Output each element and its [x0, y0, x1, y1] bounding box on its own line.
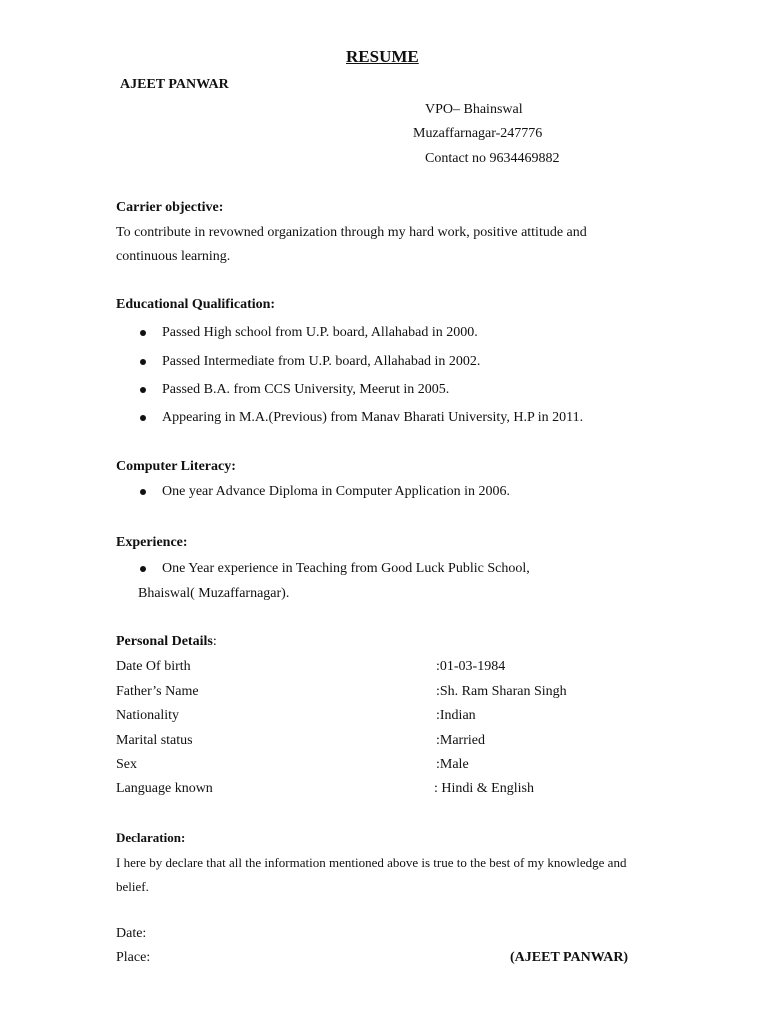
education-item: Appearing in M.A.(Previous) from Manav Bharati University, H.P in 2011. — [162, 410, 584, 425]
personal-heading-wrap — [116, 635, 217, 649]
bullet-icon — [140, 330, 146, 336]
education-item: Passed Intermediate from U.P. board, Allahabad in 2002. — [162, 354, 481, 369]
personal-label: Marital status — [116, 733, 193, 748]
experience-line-2: Bhaiswal( Muzaffarnagar). — [138, 586, 290, 601]
computer-heading: Computer Literacy: — [116, 459, 236, 474]
personal-label: Date Of birth — [116, 659, 191, 674]
date-label: Date: — [116, 926, 147, 941]
bullet-icon — [140, 489, 146, 495]
personal-value: :Married — [436, 733, 485, 748]
objective-line-2: continuous learning. — [116, 249, 231, 264]
declaration-line-2: belief. — [116, 879, 149, 894]
personal-label: Nationality — [116, 708, 179, 723]
resume-title: RESUME — [346, 47, 419, 66]
declaration-line-1: I here by declare that all the information mentioned above is true to the best of my knowledge and — [116, 855, 627, 870]
objective-line-1: To contribute in revowned organization through my hard work, positive attitude and — [116, 225, 587, 240]
personal-heading-colon: : — [212, 634, 217, 649]
personal-value: :01-03-1984 — [436, 659, 506, 674]
bullet-icon — [140, 415, 146, 421]
personal-label: Father’s Name — [116, 684, 199, 699]
education-item: Passed High school from U.P. board, Allahabad in 2000. — [162, 325, 478, 340]
personal-value: : Hindi & English — [434, 781, 534, 796]
personal-value: :Sh. Ram Sharan Singh — [436, 684, 567, 699]
place-label: Place: — [116, 950, 151, 965]
candidate-name: AJEET PANWAR — [120, 77, 229, 92]
contact-number: Contact no 9634469882 — [425, 151, 560, 166]
personal-value: :Indian — [436, 708, 476, 723]
personal-heading: Personal Details — [116, 634, 213, 649]
personal-label: Language known — [116, 781, 213, 796]
experience-heading: Experience: — [116, 535, 188, 550]
address-line-2: Muzaffarnagar-247776 — [413, 126, 543, 141]
personal-label: Sex — [116, 757, 137, 772]
bullet-icon — [140, 566, 146, 572]
personal-value: :Male — [436, 757, 469, 772]
signature-name: (AJEET PANWAR) — [510, 950, 629, 965]
bullet-icon — [140, 359, 146, 365]
address-line-1: VPO– Bhainswal — [425, 102, 523, 117]
objective-heading: Carrier objective: — [116, 200, 224, 215]
education-heading: Educational Qualification: — [116, 297, 276, 312]
experience-line-1: One Year experience in Teaching from Good Luck Public School, — [162, 561, 530, 576]
education-item: Passed B.A. from CCS University, Meerut in 2005. — [162, 382, 450, 397]
computer-item: One year Advance Diploma in Computer Application in 2006. — [162, 484, 510, 499]
declaration-heading: Declaration: — [116, 830, 186, 845]
bullet-icon — [140, 387, 146, 393]
